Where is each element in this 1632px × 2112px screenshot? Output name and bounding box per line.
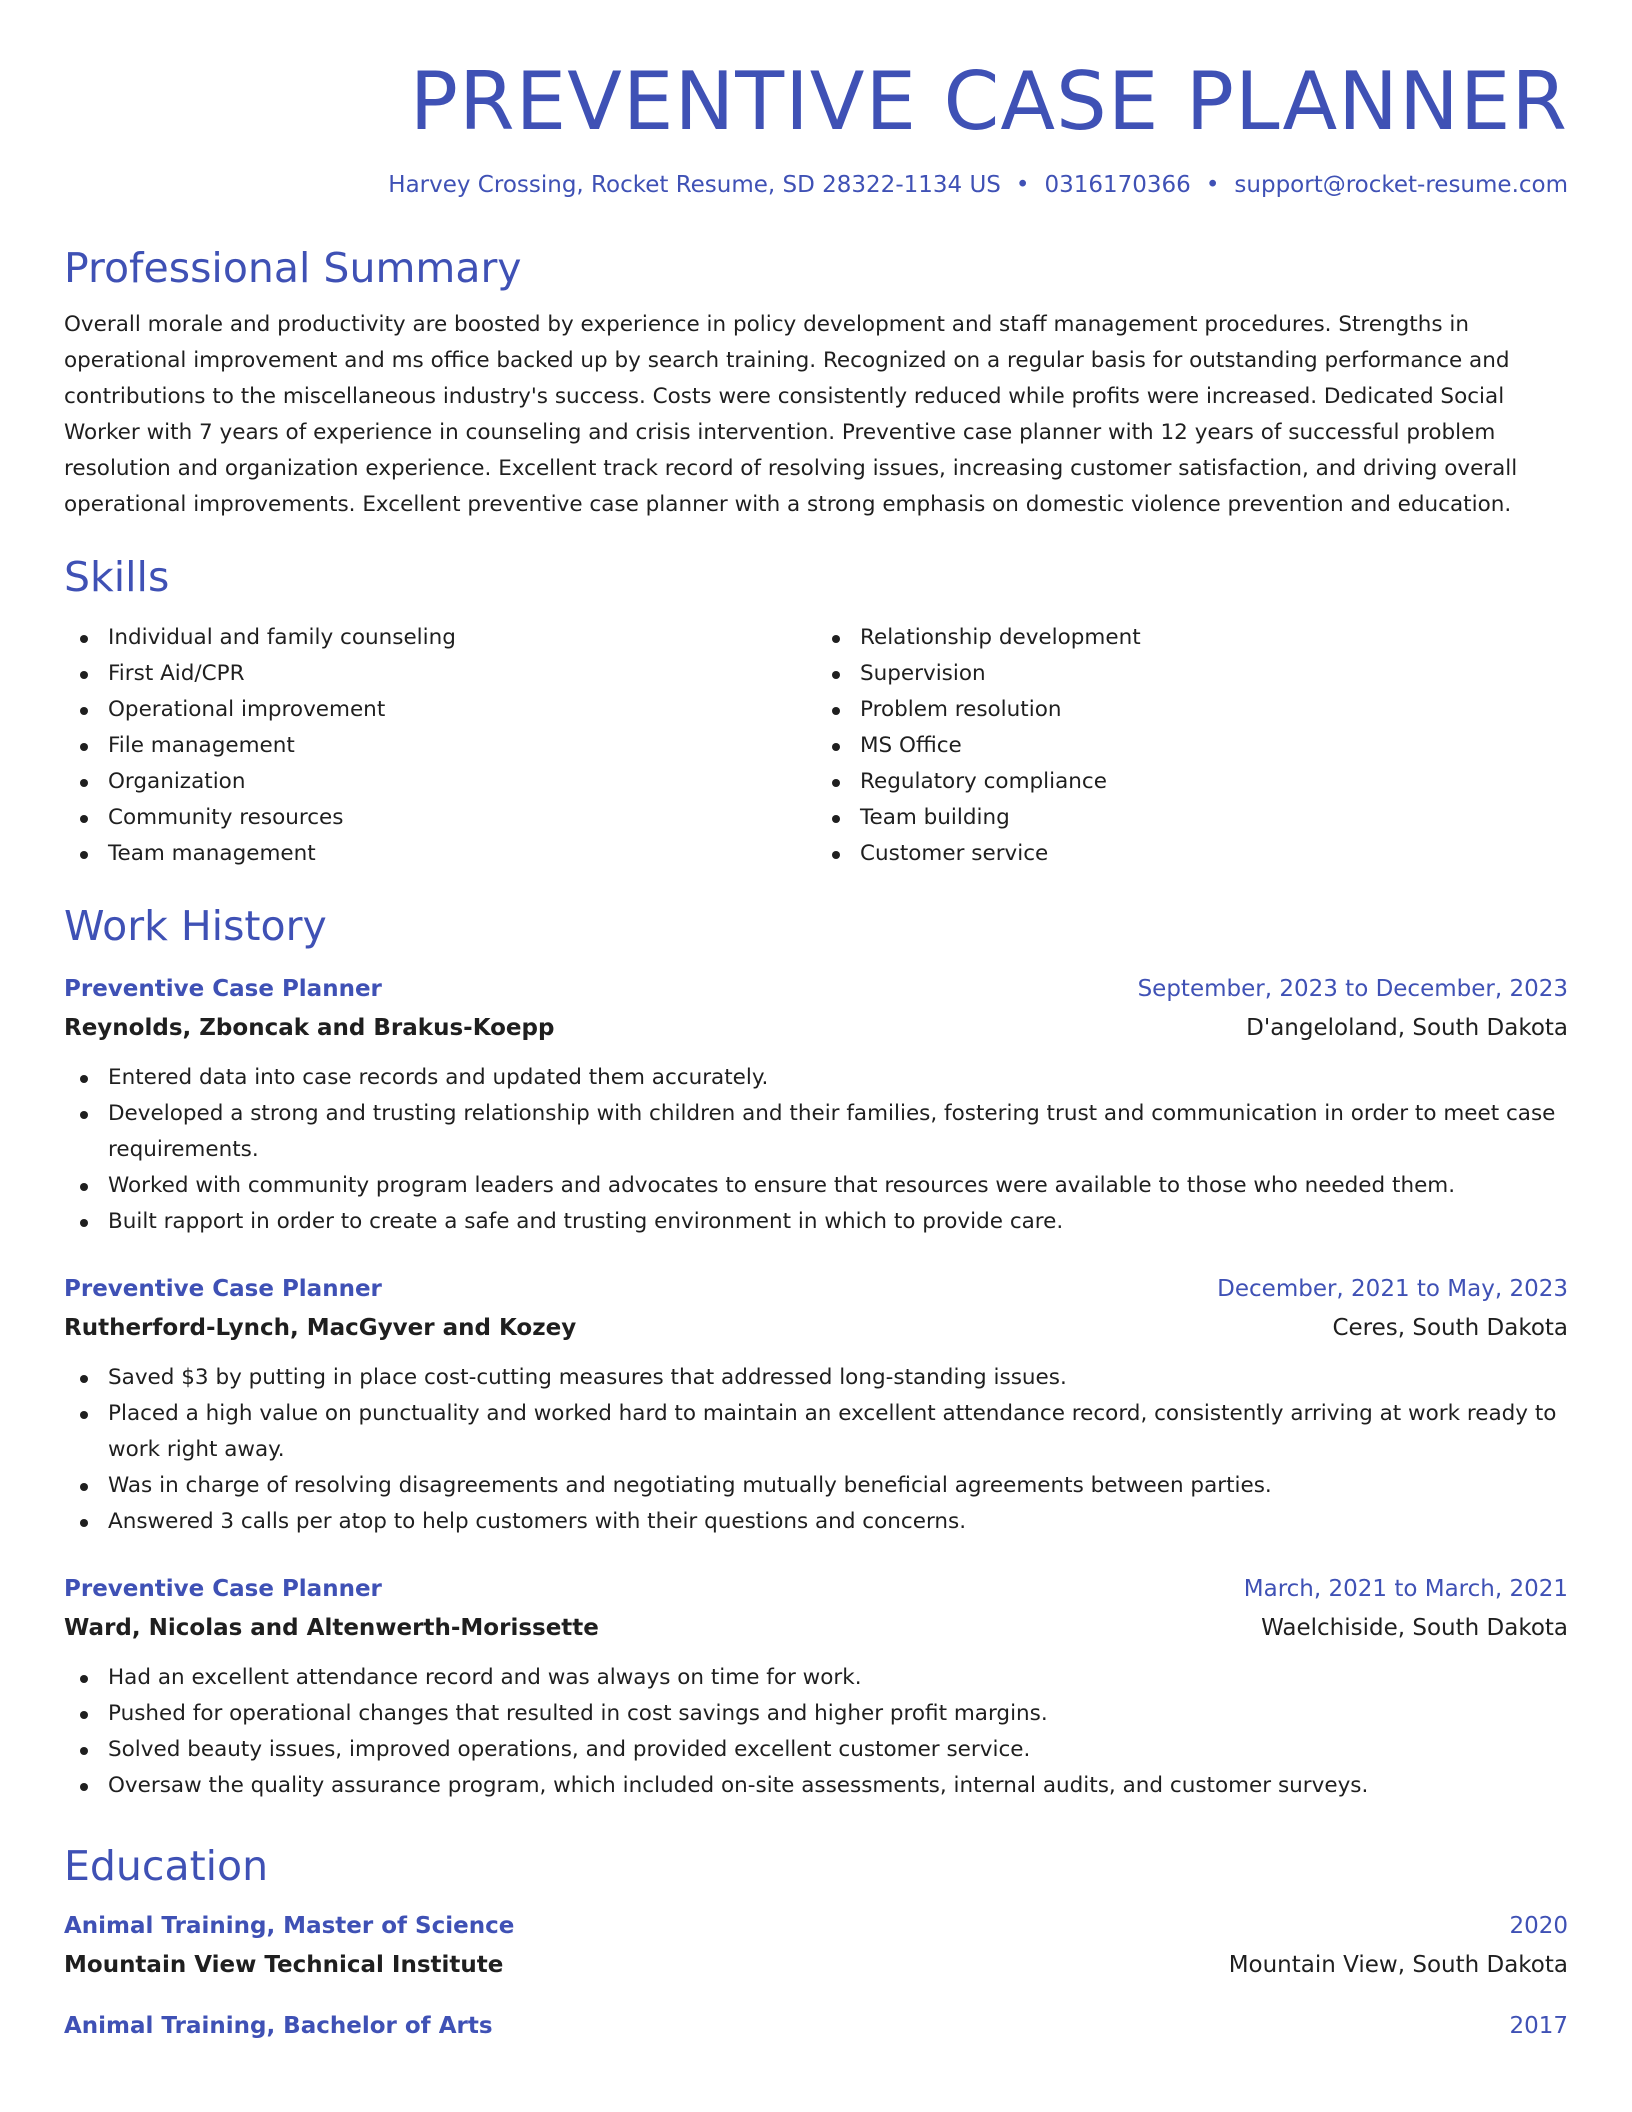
job-bullets — [64, 1360, 1568, 1540]
job-header-row — [64, 1570, 1568, 1608]
skill-item: Team building — [816, 800, 1568, 836]
resume-header — [64, 54, 1568, 198]
job-bullet: Was in charge of resolving disagreements and negotiating mutually beneficial agreements between parties. — [64, 1468, 1568, 1504]
job-bullets — [64, 1060, 1568, 1240]
contact-phone: 0316170366 — [1044, 172, 1191, 198]
skill-item: Team management — [64, 836, 816, 872]
skill-item: File management — [64, 728, 816, 764]
skill-item: Individual and family counseling — [64, 620, 816, 656]
job-role: Preventive Case Planner — [64, 975, 382, 1002]
skills-columns — [64, 620, 1568, 872]
job-bullet: Solved beauty issues, improved operations, and provided excellent customer service. — [64, 1732, 1568, 1768]
education-degree: Animal Training, Master of Science — [64, 1912, 515, 1939]
skill-item: Customer service — [816, 836, 1568, 872]
job-company-row — [64, 1308, 1568, 1348]
section-heading-work-history: Work History — [64, 902, 327, 951]
job-company-row — [64, 1008, 1568, 1048]
job-bullet: Answered 3 calls per atop to help customers with their questions and concerns. — [64, 1504, 1568, 1540]
skill-item: Problem resolution — [816, 692, 1568, 728]
job-location: Waelchiside, South Dakota — [1261, 1614, 1568, 1641]
education-location: Mountain View, South Dakota — [1228, 1951, 1568, 1978]
job-bullet: Saved $3 by putting in place cost-cutting measures that addressed long-standing issues. — [64, 1360, 1568, 1396]
section-heading-summary: Professional Summary — [64, 244, 522, 292]
skill-item: Supervision — [816, 656, 1568, 692]
education-year: 2020 — [1509, 1912, 1568, 1939]
job-company-row — [64, 1608, 1568, 1648]
job-bullet: Worked with community program leaders and advocates to ensure that resources were available to those who needed them. — [64, 1168, 1568, 1204]
job-bullet: Had an excellent attendance record and was always on time for work. — [64, 1660, 1568, 1696]
job-bullet: Built rapport in order to create a safe and trusting environment in which to provide care. — [64, 1204, 1568, 1240]
job-entry — [64, 1270, 1568, 1540]
contact-address: Harvey Crossing, Rocket Resume, SD 28322-1134 US — [388, 172, 1001, 198]
education-degree: Animal Training, Bachelor of Arts — [64, 2012, 493, 2039]
job-location: Ceres, South Dakota — [1332, 1314, 1568, 1341]
job-bullet: Entered data into case records and updated them accurately. — [64, 1060, 1568, 1096]
job-location: D'angeloland, South Dakota — [1246, 1014, 1568, 1041]
skills-section — [64, 553, 1568, 872]
education-header-row — [64, 1907, 1568, 1945]
job-header-row — [64, 970, 1568, 1008]
job-bullets — [64, 1660, 1568, 1804]
skill-item: Regulatory compliance — [816, 764, 1568, 800]
section-heading-education: Education — [64, 1841, 269, 1890]
work-history-section — [64, 902, 1568, 1803]
job-role: Preventive Case Planner — [64, 1575, 382, 1602]
skill-item: MS Office — [816, 728, 1568, 764]
skill-item: Operational improvement — [64, 692, 816, 728]
resume-title: PREVENTIVE CASE PLANNER — [409, 55, 1568, 148]
skill-item: Relationship development — [816, 620, 1568, 656]
job-company: Reynolds, Zboncak and Brakus-Koepp — [64, 1014, 555, 1041]
job-dates: December, 2021 to May, 2023 — [1217, 1275, 1568, 1302]
job-entry — [64, 1570, 1568, 1804]
job-role: Preventive Case Planner — [64, 1275, 382, 1302]
skill-item: First Aid/CPR — [64, 656, 816, 692]
contact-line — [64, 172, 1568, 198]
job-bullet: Placed a high value on punctuality and worked hard to maintain an excellent attendance record, consistently arriving at work ready to work right away. — [64, 1396, 1568, 1468]
contact-email: support@rocket-resume.com — [1234, 172, 1568, 198]
education-header-row — [64, 2007, 1568, 2045]
job-bullet: Developed a strong and trusting relationship with children and their families, fostering trust and communication in order to meet case requirements. — [64, 1096, 1568, 1168]
contact-separator: • — [1205, 172, 1220, 198]
summary-section — [64, 244, 1568, 523]
job-dates: September, 2023 to December, 2023 — [1137, 975, 1568, 1002]
job-company: Rutherford-Lynch, MacGyver and Kozey — [64, 1314, 577, 1341]
job-company: Ward, Nicolas and Altenwerth-Morissette — [64, 1614, 599, 1641]
skill-item: Community resources — [64, 800, 816, 836]
skill-item: Organization — [64, 764, 816, 800]
job-bullet: Pushed for operational changes that resulted in cost savings and higher profit margins. — [64, 1696, 1568, 1732]
job-entry — [64, 970, 1568, 1240]
skills-list-right — [816, 620, 1568, 872]
education-section — [64, 1842, 1568, 2045]
skills-list-left — [64, 620, 816, 872]
job-bullet: Oversaw the quality assurance program, which included on-site assessments, internal audits, and customer surveys. — [64, 1768, 1568, 1804]
job-dates: March, 2021 to March, 2021 — [1243, 1575, 1568, 1602]
section-heading-skills: Skills — [64, 553, 170, 602]
education-school-row — [64, 1945, 1568, 1985]
education-school: Mountain View Technical Institute — [64, 1951, 504, 1978]
education-year: 2017 — [1509, 2012, 1568, 2039]
summary-text: Overall morale and productivity are boosted by experience in policy development and staff management procedures. Strengths in operational improvement and ms office backed up by search training. Recognized on a regular basis for outstanding performance and contributions to the miscellaneous industry's success. Costs were consistently reduced while profits were increased. Dedicated Social Worker with 7 years of experience in counseling and crisis intervention. Preventive case planner with 12 years of successful problem resolution and organization experience. Excellent track record of resolving issues, increasing customer satisfaction, and driving overall operational improvements. Excellent preventive case planner with a strong emphasis on domestic violence prevention and education. — [64, 312, 1518, 518]
job-header-row — [64, 1270, 1568, 1308]
education-entry — [64, 2007, 1568, 2045]
contact-separator: • — [1015, 172, 1030, 198]
education-entry — [64, 1907, 1568, 1985]
